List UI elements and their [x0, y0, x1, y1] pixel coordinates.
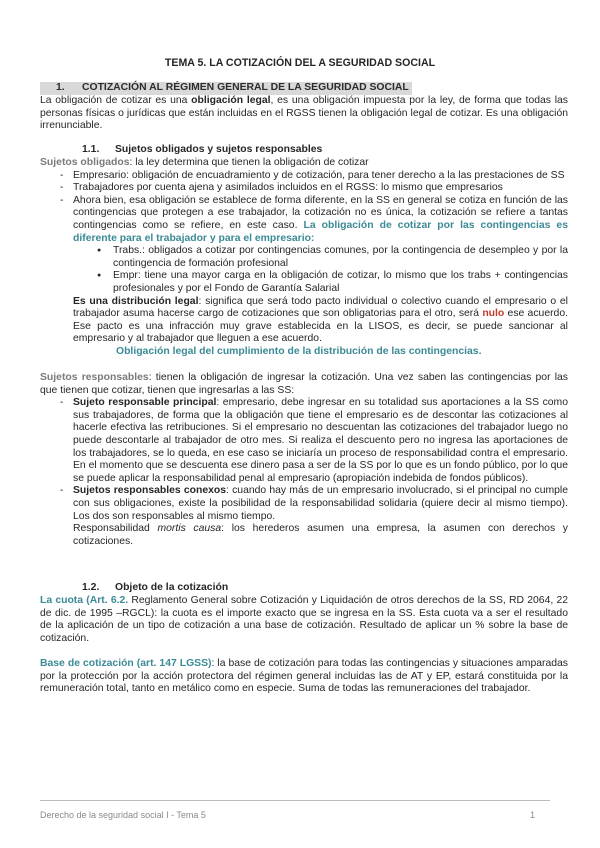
cuota-text: Reglamento General sobre Cotización y Liquidación de otros derechos de la SS, RD 2064, 22 de dic. de 1995 –RGCL): la cuota es el importe exacto que se ingresa en la SS. Esta cuota va a ser el resultado de la aplicación de un tipo de cotización a una base de cotización. Resultado de aplicar un % sobre la base de cotización.	[40, 595, 569, 644]
intro-paragraph	[40, 95, 568, 133]
list-item: - Trabajadores por cuenta ajena y asimilados incluidos en el RGSS: lo mismo que empresarios	[40, 182, 568, 195]
mortis-text: Responsabilidad	[73, 523, 158, 535]
subsection-number: 1.2.	[82, 582, 100, 593]
list-item	[40, 397, 568, 485]
document-title: TEMA 5. LA COTIZACIÓN DEL A SEGURIDAD SOCIAL	[164, 57, 436, 69]
conexos-text: : cuando hay más de un empresario involucrado, si el principal no cumple con sus obligaciones, existe la posibilidad de la responsabilidad solidaria (quiere decir al mismo tiempo). Los dos son responsables al mismo tiempo.	[73, 485, 568, 522]
base-reference: (art. 147 LGSS)	[133, 658, 212, 669]
item3-highlight: La obligación de cotizar por las contingencias es diferente para el trabajador y para el empresario:	[73, 219, 568, 244]
principal-text: : empresario, debe ingresar en su totalidad sus aportaciones a la SS como sus trabajadores, de forma que la obligación que tiene el empresario es de descontar las cotizaciones al hacerle efectiva las retribuciones. Si el empresario no descuentan las cotizaciones del trabajador luego no puede descontarle al trabajador de otro mes. Si realiza el descuento pero no ingresa las aportaciones de los trabajadores, se lo queda, en ese caso se iniciaría un proceso de responsabilidad contra el empresario. En el momento que se descuenta ese dinero pasa a ser de la SS por lo que es un fondo público, por lo que se puede aplicar la responsabilidad penal al empresario (apropiación indebida de fondos públicos).	[73, 397, 568, 484]
bullet-item: ● Empr: tiene una mayor carga en la obligación de cotizar, lo mismo que los trabs + contingencias profesionales y por el Fondo de Garantía Salarial	[40, 270, 568, 295]
distribucion-paragraph	[40, 296, 568, 346]
distribucion-text-2: ese acuerdo. Ese pacto es una infracción muy grave establecida en la LISOS, es decir, se puede sancionar al empresario y al trabajador que lleguen a ese acuerdo.	[73, 308, 568, 345]
cuota-heading: La cuota	[40, 595, 84, 606]
bullet-item: ● Trabs.: obligados a cotizar por contingencias comunes, por la contingencia de desempleo y por la contingencia de formación profesional	[40, 245, 568, 270]
intro-text: La obligación de cotizar es una	[40, 95, 192, 106]
base-paragraph	[40, 658, 568, 696]
cuota-reference: (Art. 6.2.	[83, 595, 129, 606]
base-text: : la base de cotización para todas las contingencias y situaciones amparadas por la protección por la acción protectora del régimen general incluidas las de AT y EP, estará constituida por la remuneración total, tanto en metálico como en especie. Suma de todas las remuneraciones del trabajador.	[40, 658, 568, 695]
section-label: COTIZACIÓN AL RÉGIMEN GENERAL DE LA SEGURIDAD SOCIAL	[82, 82, 409, 93]
list-item	[40, 195, 568, 245]
cuota-paragraph	[40, 595, 568, 645]
item3-text: Ahora bien, esa obligación se establece de forma diferente, en la SS en general se cotiza en función de las contingencias que protegen a ese trabajador, la cotización no es única, la cotización se refiere a tantas contingencias como se refiere, en este caso.	[73, 194, 568, 231]
responsables-text: : tienen la obligación de ingresar la cotización. Una vez saben las contingencias por las que tienen que cotizar, tienen que ingresarlas a las SS:	[40, 372, 568, 396]
obligados-text: : la ley determina que tienen la obligación de cotizar	[129, 157, 369, 168]
responsables-block	[40, 372, 568, 548]
footer-text: Derecho de la seguridad social I - Tema 5	[40, 810, 206, 820]
subsection-label: Objeto de la cotización	[115, 582, 229, 593]
subsection-heading-1-2	[82, 582, 228, 595]
list-item: - Empresario: obligación de encuadramiento y de cotización, para tener derecho a la las prestaciones de SS	[40, 170, 568, 183]
section-number: 1.	[56, 82, 65, 93]
intro-bold: obligación legal	[191, 95, 271, 106]
nulo-word: nulo	[482, 308, 505, 320]
subsection-label: Sujetos obligados y sujetos responsables	[115, 144, 323, 155]
principal-heading: Sujeto responsable principal	[73, 397, 217, 409]
subsection-number: 1.1.	[82, 144, 100, 155]
mortis-italic: mortis causa	[157, 523, 222, 535]
responsables-heading: Sujetos responsables	[40, 372, 149, 383]
distribucion-conclusion: Obligación legal del cumplimiento de la distribución de las contingencias.	[116, 345, 482, 357]
obligados-heading: Sujetos obligados	[40, 157, 130, 168]
obligados-block	[40, 157, 568, 359]
footer-divider	[40, 800, 550, 801]
distribucion-text: : significa que será todo pacto individual o colectivo cuando el empresario o el trabajador asuma hacerse cargo de cotizaciones que son obligatorias para el otro, será	[73, 295, 568, 320]
intro-text-2: , es una obligación impuesta por la ley, de forma que todas las personas físicas o jurídicas que están incluidas en el RGSS tienen la obligación legal de cotizar. Es una obligación irrenunciable.	[40, 95, 568, 132]
mortis-causa-paragraph	[40, 523, 568, 548]
subsection-heading-1-1	[82, 144, 322, 157]
mortis-text-2: : los herederos asumen una empresa, la asumen con derechos y cotizaciones.	[73, 523, 568, 547]
list-item	[40, 485, 568, 523]
section-heading-1	[40, 82, 412, 95]
base-heading: Base de cotización	[40, 658, 134, 669]
page-number: 1	[530, 810, 536, 820]
distribucion-heading: Es una distribución legal	[73, 295, 199, 307]
conexos-heading: Sujetos responsables conexos	[73, 485, 227, 497]
